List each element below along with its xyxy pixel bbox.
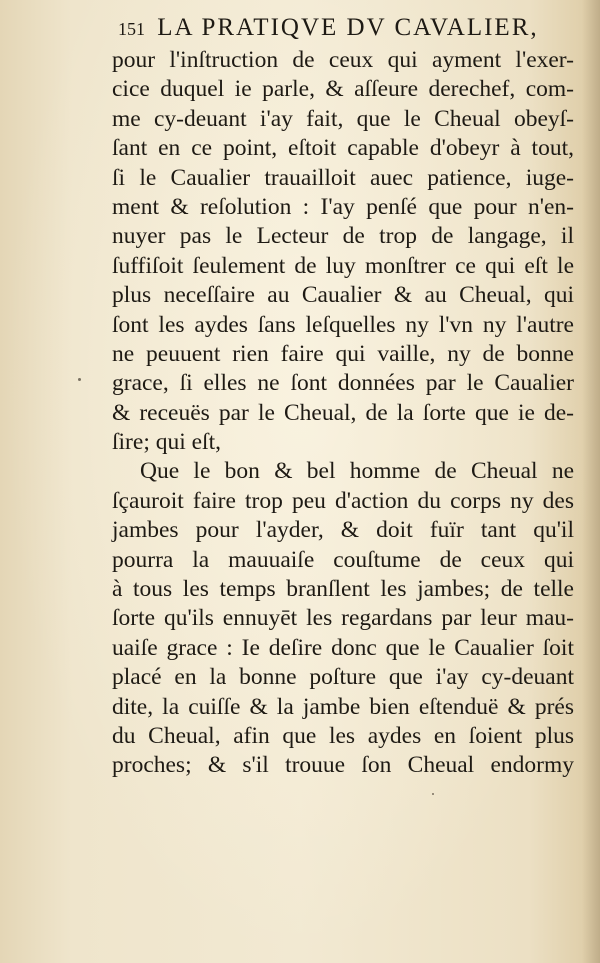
text-line: grace, ſi elles ne ſont données par le Caualier bbox=[112, 370, 574, 397]
text-line: uaiſe grace : Ie deſire donc que le Caualier ſoit bbox=[112, 634, 574, 661]
text-line: du Cheual, afin que les aydes en ſoient plus bbox=[112, 722, 574, 749]
text-line: ſuffiſoit ſeulement de luy monſtrer ce qui eſt le bbox=[112, 252, 574, 279]
text-line: pourra la mauuaiſe couſtume de ceux qui bbox=[112, 546, 574, 573]
running-header bbox=[118, 14, 578, 42]
text-line: dite, la cuiſſe & la jambe bien eſtenduë & prés bbox=[112, 693, 574, 720]
text-line: à tous les temps branſlent les jambes; de telle bbox=[112, 576, 574, 603]
text-line: placé en la bonne poſture que i'ay cy-deuant bbox=[112, 664, 574, 691]
text-line: nuyer pas le Lecteur de trop de langage, il bbox=[112, 223, 574, 250]
text-line: plus neceſſaire au Caualier & au Cheual, qui bbox=[112, 282, 574, 309]
text-line: ſorte qu'ils ennuyēt les regardans par leur mau- bbox=[112, 605, 574, 632]
text-line: ne peuuent rien faire qui vaille, ny de bonne bbox=[112, 340, 574, 367]
text-line: jambes pour l'ayder, & doit fuïr tant qu'il bbox=[112, 517, 574, 544]
paragraph-start-line: Que le bon & bel homme de Cheual ne bbox=[140, 458, 574, 485]
running-title: LA PRATIQVE DV CAVALIER, bbox=[157, 14, 539, 41]
ink-speck bbox=[432, 793, 434, 795]
text-line: ment & reſolution : I'ay penſé que pour n'en- bbox=[112, 193, 574, 220]
text-line: me cy-deuant i'ay fait, que le Cheual obeyſ- bbox=[112, 105, 574, 132]
text-line: ſire; qui eſt, bbox=[112, 429, 221, 456]
text-line: ſi le Caualier trauailloit auec patience, iuge- bbox=[112, 164, 574, 191]
text-line: pour l'inſtruction de ceux qui ayment l'exer- bbox=[112, 47, 574, 73]
page-number: 151 bbox=[118, 19, 145, 39]
body-text bbox=[112, 46, 574, 781]
text-line: & receuës par le Cheual, de la ſorte que ie de- bbox=[112, 399, 574, 426]
ink-speck bbox=[78, 378, 81, 381]
text-line: ſçauroit faire trop peu d'action du corps ny des bbox=[112, 487, 574, 514]
text-line: cice duquel ie parle, & aſſeure derechef, com- bbox=[112, 76, 574, 103]
page-edge-shadow bbox=[582, 0, 600, 963]
text-line: ſont les aydes ſans leſquelles ny l'vn ny l'autre bbox=[112, 311, 574, 338]
text-line: ſant en ce point, eſtoit capable d'obeyr à tout, bbox=[112, 135, 574, 162]
text-line: proches; & s'il trouue ſon Cheual endormy bbox=[112, 752, 574, 779]
